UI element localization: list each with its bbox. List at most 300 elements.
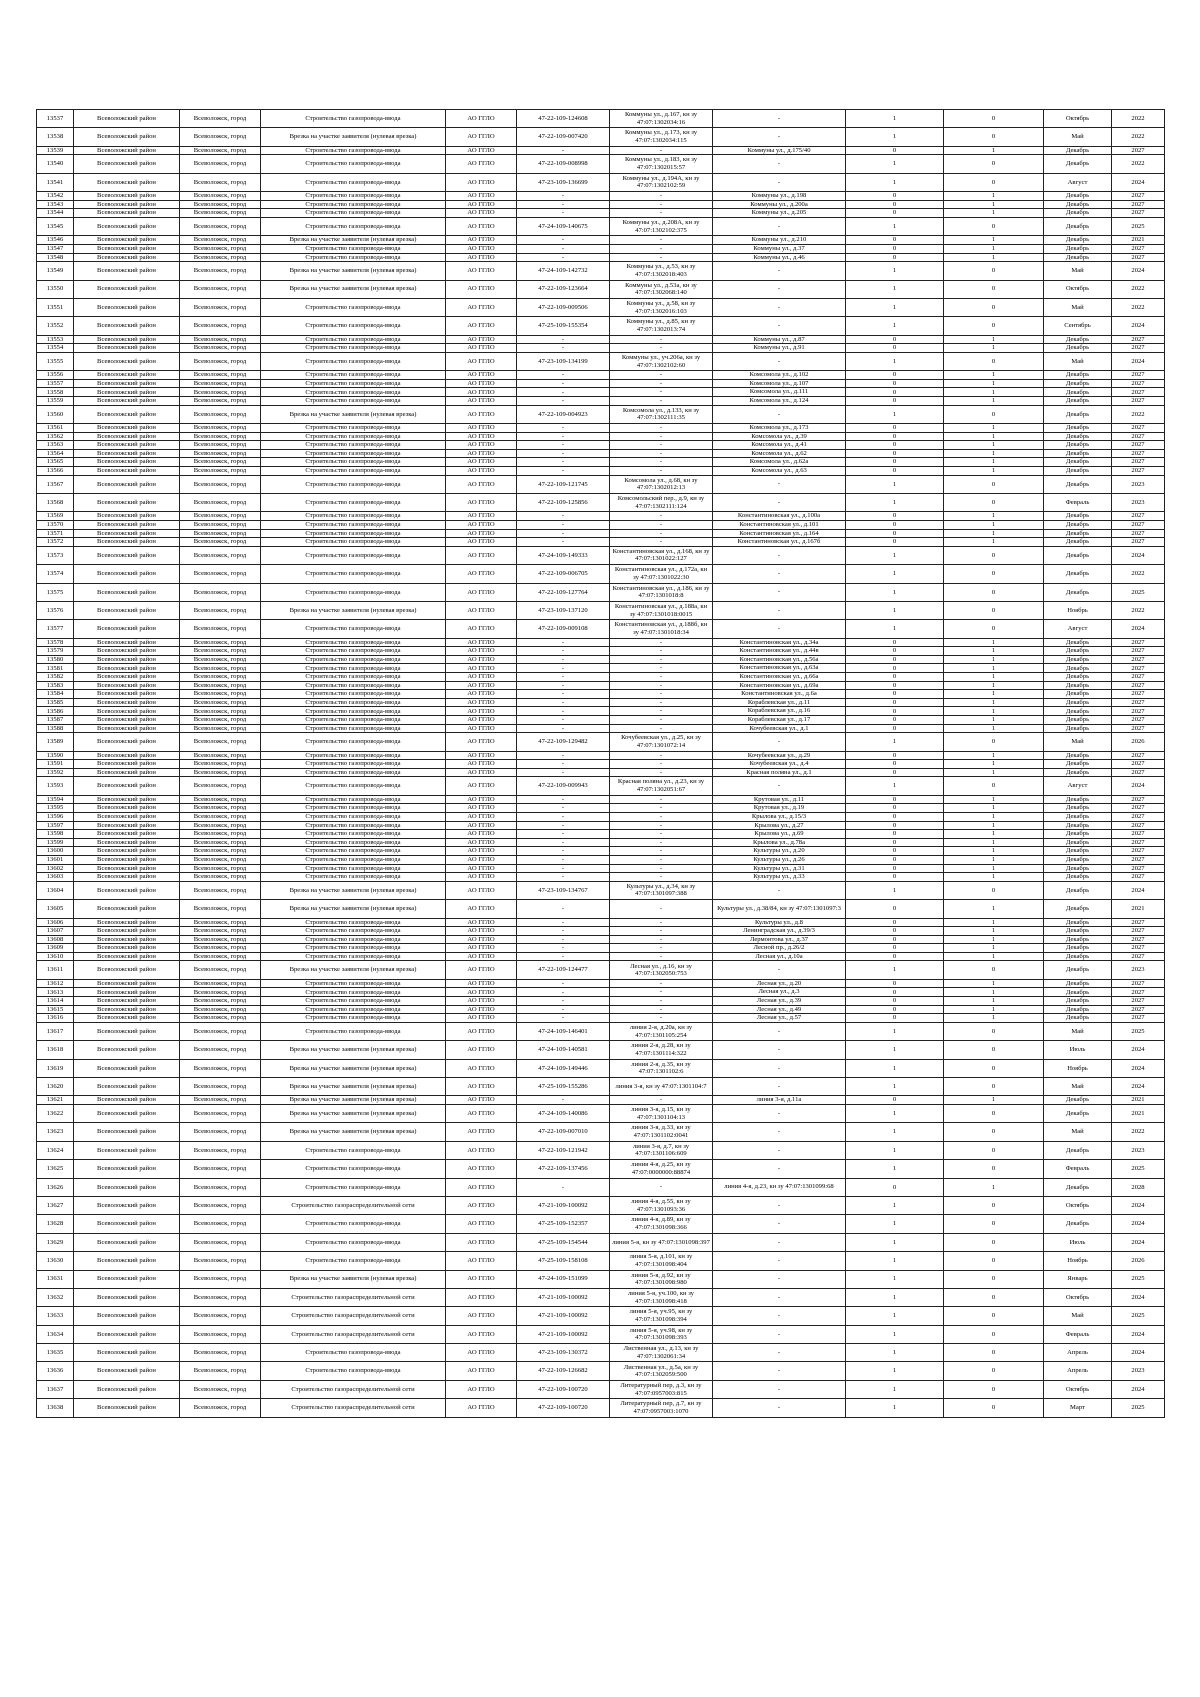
applicant-address-cell: Красная поляна ул., д.23, кн зу 47:07:1302051:67 <box>610 777 713 795</box>
table-row <box>37 209 1165 218</box>
applicant-flag-cell: 0 <box>846 873 944 882</box>
row-number: 13587 <box>37 716 74 725</box>
organization-cell: АО ГГЛО <box>446 1104 517 1122</box>
planned-flag-cell: 0 <box>944 1059 1044 1077</box>
applicant-flag-cell: 1 <box>846 733 944 751</box>
district-cell: Всеволожский район <box>74 335 180 344</box>
applicant-address-cell: - <box>610 664 713 673</box>
applicant-flag-cell: 1 <box>846 298 944 316</box>
planned-address-cell: - <box>713 1059 846 1077</box>
work-type-cell: Строительство газопровода-ввода <box>261 1215 446 1233</box>
year-cell: 2024 <box>1112 173 1165 191</box>
planned-flag-cell: 1 <box>944 371 1044 380</box>
planned-address-cell: Коммуны ул., д.200а <box>713 200 846 209</box>
applicant-flag-cell: 1 <box>846 565 944 583</box>
contract-number-cell: - <box>517 724 610 733</box>
settlement-cell: Всеволожск, город <box>180 900 261 918</box>
table-row <box>37 620 1165 638</box>
row-number: 13567 <box>37 475 74 493</box>
work-type-cell: Строительство газопровода-ввода <box>261 493 446 511</box>
year-cell: 2027 <box>1112 681 1165 690</box>
table-row <box>37 155 1165 173</box>
row-number: 13614 <box>37 997 74 1006</box>
month-cell: Июль <box>1044 1233 1112 1251</box>
month-cell: Декабрь <box>1044 988 1112 997</box>
settlement-cell: Всеволожск, город <box>180 1307 261 1325</box>
organization-cell: АО ГГЛО <box>446 244 517 253</box>
organization-cell: АО ГГЛО <box>446 733 517 751</box>
contract-number-cell: 47-22-109-004923 <box>517 405 610 423</box>
settlement-cell: Всеволожск, город <box>180 280 261 298</box>
table-row <box>37 918 1165 927</box>
applicant-flag-cell: 1 <box>846 546 944 564</box>
organization-cell: АО ГГЛО <box>446 529 517 538</box>
district-cell: Всеволожский район <box>74 379 180 388</box>
year-cell: 2027 <box>1112 538 1165 547</box>
settlement-cell: Всеволожск, город <box>180 847 261 856</box>
settlement-cell: Всеволожск, город <box>180 918 261 927</box>
settlement-cell: Всеволожск, город <box>180 1399 261 1417</box>
contract-number-cell: - <box>517 1178 610 1196</box>
planned-flag-cell: 1 <box>944 900 1044 918</box>
year-cell: 2021 <box>1112 1096 1165 1105</box>
district-cell: Всеволожский район <box>74 638 180 647</box>
district-cell: Всеволожский район <box>74 371 180 380</box>
planned-address-cell: Коммуны ул., д.91 <box>713 344 846 353</box>
settlement-cell: Всеволожск, город <box>180 881 261 899</box>
work-type-cell: Строительство газопровода-ввода <box>261 1141 446 1159</box>
planned-address-cell: Комсомола ул., д.39 <box>713 432 846 441</box>
work-type-cell: Врезка на участке заявителя (нулевая врезка) <box>261 900 446 918</box>
planned-address-cell: - <box>713 1325 846 1343</box>
planned-flag-cell: 0 <box>944 155 1044 173</box>
table-row <box>37 583 1165 601</box>
work-type-cell: Строительство газопровода-ввода <box>261 1014 446 1023</box>
row-number: 13635 <box>37 1344 74 1362</box>
organization-cell: АО ГГЛО <box>446 601 517 619</box>
applicant-address-cell: Комсомола ул., д.68, кн зу 47:07:1302012:13 <box>610 475 713 493</box>
planned-flag-cell: 1 <box>944 864 1044 873</box>
month-cell: Декабрь <box>1044 804 1112 813</box>
applicant-address-cell: - <box>610 1096 713 1105</box>
contract-number-cell: 47-22-109-009506 <box>517 298 610 316</box>
contract-number-cell: 47-22-109-124608 <box>517 110 610 128</box>
applicant-flag-cell: 0 <box>846 1178 944 1196</box>
planned-flag-cell: 1 <box>944 335 1044 344</box>
applicant-flag-cell: 1 <box>846 1059 944 1077</box>
work-type-cell: Строительство газопровода-ввода <box>261 804 446 813</box>
year-cell: 2025 <box>1112 1022 1165 1040</box>
contract-number-cell: 47-22-109-008998 <box>517 155 610 173</box>
month-cell: Декабрь <box>1044 1178 1112 1196</box>
table-row <box>37 244 1165 253</box>
district-cell: Всеволожский район <box>74 1141 180 1159</box>
contract-number-cell: - <box>517 441 610 450</box>
work-type-cell: Строительство газопровода-ввода <box>261 432 446 441</box>
work-type-cell: Строительство газораспределительной сети <box>261 1307 446 1325</box>
applicant-address-cell: - <box>610 466 713 475</box>
organization-cell: АО ГГЛО <box>446 698 517 707</box>
organization-cell: АО ГГЛО <box>446 988 517 997</box>
month-cell: Декабрь <box>1044 935 1112 944</box>
contract-number-cell: 47-22-109-007010 <box>517 1123 610 1141</box>
month-cell: Ноябрь <box>1044 601 1112 619</box>
row-number: 13595 <box>37 804 74 813</box>
organization-cell: АО ГГЛО <box>446 397 517 406</box>
contract-number-cell: - <box>517 529 610 538</box>
work-type-cell: Строительство газопровода-ввода <box>261 864 446 873</box>
organization-cell: АО ГГЛО <box>446 424 517 433</box>
applicant-address-cell: - <box>610 681 713 690</box>
applicant-address-cell: - <box>610 873 713 882</box>
month-cell: Декабрь <box>1044 371 1112 380</box>
row-number: 13604 <box>37 881 74 899</box>
row-number: 13572 <box>37 538 74 547</box>
month-cell: Декабрь <box>1044 664 1112 673</box>
month-cell: Декабрь <box>1044 698 1112 707</box>
row-number: 13583 <box>37 681 74 690</box>
district-cell: Всеволожский район <box>74 881 180 899</box>
settlement-cell: Всеволожск, город <box>180 804 261 813</box>
month-cell: Май <box>1044 298 1112 316</box>
planned-flag-cell: 1 <box>944 520 1044 529</box>
month-cell: Декабрь <box>1044 821 1112 830</box>
table-row <box>37 698 1165 707</box>
year-cell: 2022 <box>1112 405 1165 423</box>
row-number: 13576 <box>37 601 74 619</box>
planned-flag-cell: 0 <box>944 298 1044 316</box>
district-cell: Всеволожский район <box>74 804 180 813</box>
month-cell: Октябрь <box>1044 1196 1112 1214</box>
applicant-address-cell: Коммуны ул., д.53, кн зу 47:07:1302018:403 <box>610 262 713 280</box>
year-cell: 2027 <box>1112 424 1165 433</box>
district-cell: Всеволожский район <box>74 1307 180 1325</box>
planned-flag-cell: 0 <box>944 173 1044 191</box>
applicant-flag-cell: 0 <box>846 371 944 380</box>
applicant-flag-cell: 0 <box>846 864 944 873</box>
row-number: 13577 <box>37 620 74 638</box>
planned-address-cell: Комсомола ул., д.62 <box>713 449 846 458</box>
settlement-cell: Всеволожск, город <box>180 724 261 733</box>
year-cell: 2023 <box>1112 1362 1165 1380</box>
contract-number-cell: - <box>517 988 610 997</box>
work-type-cell: Строительство газопровода-ввода <box>261 317 446 335</box>
year-cell: 2027 <box>1112 388 1165 397</box>
table-row <box>37 546 1165 564</box>
month-cell: Декабрь <box>1044 760 1112 769</box>
table-row <box>37 128 1165 146</box>
applicant-address-cell: линия 4-я, д.55, кн зу 47:07:1301093:36 <box>610 1196 713 1214</box>
applicant-flag-cell: 1 <box>846 1233 944 1251</box>
row-number: 13562 <box>37 432 74 441</box>
planned-address-cell: - <box>713 405 846 423</box>
month-cell: Декабрь <box>1044 546 1112 564</box>
planned-flag-cell: 0 <box>944 1215 1044 1233</box>
year-cell: 2027 <box>1112 855 1165 864</box>
month-cell: Апрель <box>1044 1362 1112 1380</box>
table-row <box>37 927 1165 936</box>
organization-cell: АО ГГЛО <box>446 681 517 690</box>
contract-number-cell: 47-23-109-134767 <box>517 881 610 899</box>
settlement-cell: Всеволожск, город <box>180 565 261 583</box>
applicant-address-cell: Лесная ул., д.16, кн зу 47:07:1302050:753 <box>610 961 713 979</box>
month-cell: Март <box>1044 1399 1112 1417</box>
applicant-address-cell: Коммуны ул., д.85, кн зу 47:07:1302013:74 <box>610 317 713 335</box>
applicant-address-cell: - <box>610 1178 713 1196</box>
applicant-flag-cell: 0 <box>846 397 944 406</box>
year-cell: 2025 <box>1112 1307 1165 1325</box>
planned-flag-cell: 1 <box>944 647 1044 656</box>
contract-number-cell: - <box>517 638 610 647</box>
applicant-flag-cell: 0 <box>846 538 944 547</box>
organization-cell: АО ГГЛО <box>446 583 517 601</box>
row-number: 13571 <box>37 529 74 538</box>
settlement-cell: Всеволожск, город <box>180 520 261 529</box>
contract-number-cell: - <box>517 935 610 944</box>
settlement-cell: Всеволожск, город <box>180 538 261 547</box>
planned-flag-cell: 0 <box>944 1344 1044 1362</box>
organization-cell: АО ГГЛО <box>446 173 517 191</box>
contract-number-cell: 47-24-109-140581 <box>517 1041 610 1059</box>
contract-number-cell: 47-23-109-137120 <box>517 601 610 619</box>
contract-number-cell: - <box>517 927 610 936</box>
month-cell: Май <box>1044 352 1112 370</box>
organization-cell: АО ГГЛО <box>446 795 517 804</box>
settlement-cell: Всеволожск, город <box>180 760 261 769</box>
year-cell: 2027 <box>1112 935 1165 944</box>
contract-number-cell: 47-24-109-140675 <box>517 217 610 235</box>
month-cell: Декабрь <box>1044 397 1112 406</box>
applicant-flag-cell: 1 <box>846 1022 944 1040</box>
month-cell: Июль <box>1044 1041 1112 1059</box>
planned-flag-cell: 1 <box>944 1178 1044 1196</box>
applicant-address-cell: Коммуны ул., уч.206а, кн зу 47:07:1302102:60 <box>610 352 713 370</box>
month-cell: Декабрь <box>1044 855 1112 864</box>
settlement-cell: Всеволожск, город <box>180 262 261 280</box>
table-row <box>37 1096 1165 1105</box>
contract-number-cell: 47-23-109-136699 <box>517 173 610 191</box>
settlement-cell: Всеволожск, город <box>180 952 261 961</box>
contract-number-cell: - <box>517 397 610 406</box>
district-cell: Всеволожский район <box>74 1380 180 1398</box>
month-cell: Декабрь <box>1044 864 1112 873</box>
settlement-cell: Всеволожск, город <box>180 638 261 647</box>
contract-number-cell: - <box>517 647 610 656</box>
district-cell: Всеволожский район <box>74 262 180 280</box>
contract-number-cell: - <box>517 952 610 961</box>
table-row <box>37 1178 1165 1196</box>
district-cell: Всеволожский район <box>74 795 180 804</box>
planned-flag-cell: 1 <box>944 1014 1044 1023</box>
settlement-cell: Всеволожск, город <box>180 405 261 423</box>
settlement-cell: Всеволожск, город <box>180 466 261 475</box>
district-cell: Всеволожский район <box>74 317 180 335</box>
work-type-cell: Врезка на участке заявителя (нулевая врезка) <box>261 128 446 146</box>
year-cell: 2023 <box>1112 1141 1165 1159</box>
table-row <box>37 110 1165 128</box>
table-row <box>37 690 1165 699</box>
district-cell: Всеволожский район <box>74 155 180 173</box>
planned-flag-cell: 1 <box>944 988 1044 997</box>
applicant-address-cell: - <box>610 432 713 441</box>
year-cell: 2026 <box>1112 733 1165 751</box>
planned-flag-cell: 0 <box>944 1399 1044 1417</box>
row-number: 13625 <box>37 1160 74 1178</box>
settlement-cell: Всеволожск, город <box>180 1196 261 1214</box>
planned-address-cell: Лесная ул., д.57 <box>713 1014 846 1023</box>
applicant-flag-cell: 0 <box>846 520 944 529</box>
work-type-cell: Строительство газопровода-ввода <box>261 1362 446 1380</box>
row-number: 13548 <box>37 253 74 262</box>
work-type-cell: Врезка на участке заявителя (нулевая врезка) <box>261 280 446 298</box>
applicant-address-cell: - <box>610 760 713 769</box>
applicant-address-cell: - <box>610 724 713 733</box>
table-row <box>37 664 1165 673</box>
year-cell: 2024 <box>1112 352 1165 370</box>
planned-address-cell: Коммуны ул., д.37 <box>713 244 846 253</box>
work-type-cell: Строительство газопровода-ввода <box>261 847 446 856</box>
work-type-cell: Врезка на участке заявителя (нулевая врезка) <box>261 236 446 245</box>
work-type-cell: Строительство газопровода-ввода <box>261 538 446 547</box>
applicant-address-cell: линия 4-я, д.89, кн зу 47:07:1301098:366 <box>610 1215 713 1233</box>
applicant-flag-cell: 1 <box>846 1288 944 1306</box>
table-row <box>37 673 1165 682</box>
month-cell: Декабрь <box>1044 253 1112 262</box>
organization-cell: АО ГГЛО <box>446 1022 517 1040</box>
table-row <box>37 565 1165 583</box>
table-row <box>37 1078 1165 1096</box>
organization-cell: АО ГГЛО <box>446 236 517 245</box>
year-cell: 2027 <box>1112 1005 1165 1014</box>
district-cell: Всеволожский район <box>74 200 180 209</box>
month-cell: Ноябрь <box>1044 1252 1112 1270</box>
contract-number-cell: 47-21-109-100092 <box>517 1288 610 1306</box>
applicant-flag-cell: 0 <box>846 707 944 716</box>
applicant-address-cell: - <box>610 804 713 813</box>
month-cell: Май <box>1044 1123 1112 1141</box>
month-cell: Декабрь <box>1044 716 1112 725</box>
work-type-cell: Строительство газопровода-ввода <box>261 873 446 882</box>
year-cell: 2027 <box>1112 804 1165 813</box>
table-row <box>37 847 1165 856</box>
work-type-cell: Строительство газопровода-ввода <box>261 681 446 690</box>
applicant-address-cell: - <box>610 1005 713 1014</box>
table-row <box>37 441 1165 450</box>
contract-number-cell: - <box>517 707 610 716</box>
contract-number-cell: 47-23-109-134199 <box>517 352 610 370</box>
organization-cell: АО ГГЛО <box>446 538 517 547</box>
planned-flag-cell: 0 <box>944 1141 1044 1159</box>
year-cell: 2027 <box>1112 979 1165 988</box>
district-cell: Всеволожский район <box>74 1215 180 1233</box>
settlement-cell: Всеволожск, город <box>180 449 261 458</box>
row-number: 13563 <box>37 441 74 450</box>
applicant-address-cell: - <box>610 192 713 201</box>
row-number: 13542 <box>37 192 74 201</box>
district-cell: Всеволожский район <box>74 979 180 988</box>
applicant-flag-cell: 1 <box>846 961 944 979</box>
contract-number-cell: - <box>517 200 610 209</box>
planned-flag-cell: 1 <box>944 236 1044 245</box>
month-cell: Январь <box>1044 1270 1112 1288</box>
applicant-address-cell: Коммуны ул., д.53а, кн зу 47:07:1302068:140 <box>610 280 713 298</box>
planned-address-cell: - <box>713 777 846 795</box>
planned-address-cell: Коммуны ул., д.198 <box>713 192 846 201</box>
planned-flag-cell: 1 <box>944 690 1044 699</box>
applicant-flag-cell: 1 <box>846 1252 944 1270</box>
work-type-cell: Строительство газопровода-ввода <box>261 583 446 601</box>
district-cell: Всеволожский район <box>74 1270 180 1288</box>
row-number: 13590 <box>37 751 74 760</box>
planned-address-cell: - <box>713 1288 846 1306</box>
row-number: 13586 <box>37 707 74 716</box>
planned-flag-cell: 0 <box>944 493 1044 511</box>
month-cell: Май <box>1044 128 1112 146</box>
table-row <box>37 812 1165 821</box>
planned-flag-cell: 1 <box>944 397 1044 406</box>
year-cell: 2024 <box>1112 1325 1165 1343</box>
contract-number-cell: - <box>517 997 610 1006</box>
organization-cell: АО ГГЛО <box>446 379 517 388</box>
district-cell: Всеволожский район <box>74 1288 180 1306</box>
work-type-cell: Строительство газопровода-ввода <box>261 979 446 988</box>
contract-number-cell: - <box>517 768 610 777</box>
organization-cell: АО ГГЛО <box>446 952 517 961</box>
district-cell: Всеволожский район <box>74 192 180 201</box>
planned-address-cell: Лесная ул., д.39 <box>713 997 846 1006</box>
month-cell: Декабрь <box>1044 927 1112 936</box>
table-row <box>37 1307 1165 1325</box>
planned-flag-cell: 1 <box>944 379 1044 388</box>
table-row <box>37 979 1165 988</box>
table-row <box>37 173 1165 191</box>
year-cell: 2024 <box>1112 262 1165 280</box>
settlement-cell: Всеволожск, город <box>180 864 261 873</box>
organization-cell: АО ГГЛО <box>446 1014 517 1023</box>
organization-cell: АО ГГЛО <box>446 512 517 521</box>
work-type-cell: Строительство газопровода-ввода <box>261 690 446 699</box>
month-cell: Декабрь <box>1044 1005 1112 1014</box>
work-type-cell: Строительство газопровода-ввода <box>261 821 446 830</box>
contract-number-cell: 47-22-109-125856 <box>517 493 610 511</box>
organization-cell: АО ГГЛО <box>446 200 517 209</box>
planned-flag-cell: 1 <box>944 751 1044 760</box>
row-number: 13575 <box>37 583 74 601</box>
district-cell: Всеволожский район <box>74 529 180 538</box>
planned-flag-cell: 1 <box>944 449 1044 458</box>
month-cell: Декабрь <box>1044 1104 1112 1122</box>
row-number: 13616 <box>37 1014 74 1023</box>
district-cell: Всеволожский район <box>74 777 180 795</box>
row-number: 13603 <box>37 873 74 882</box>
settlement-cell: Всеволожск, город <box>180 1014 261 1023</box>
year-cell: 2027 <box>1112 371 1165 380</box>
planned-address-cell: Константиновская ул., д.69а <box>713 681 846 690</box>
table-row <box>37 838 1165 847</box>
applicant-address-cell: линия 5-я, д.101, кн зу 47:07:1301098:404 <box>610 1252 713 1270</box>
planned-flag-cell: 1 <box>944 388 1044 397</box>
planned-flag-cell: 0 <box>944 217 1044 235</box>
table-row <box>37 388 1165 397</box>
settlement-cell: Всеволожск, город <box>180 1178 261 1196</box>
contract-number-cell: 47-22-109-129482 <box>517 733 610 751</box>
planned-flag-cell: 1 <box>944 698 1044 707</box>
planned-flag-cell: 1 <box>944 638 1044 647</box>
applicant-flag-cell: 0 <box>846 458 944 467</box>
planned-address-cell: Коммуны ул., д.210 <box>713 236 846 245</box>
year-cell: 2024 <box>1112 1196 1165 1214</box>
month-cell: Декабрь <box>1044 466 1112 475</box>
